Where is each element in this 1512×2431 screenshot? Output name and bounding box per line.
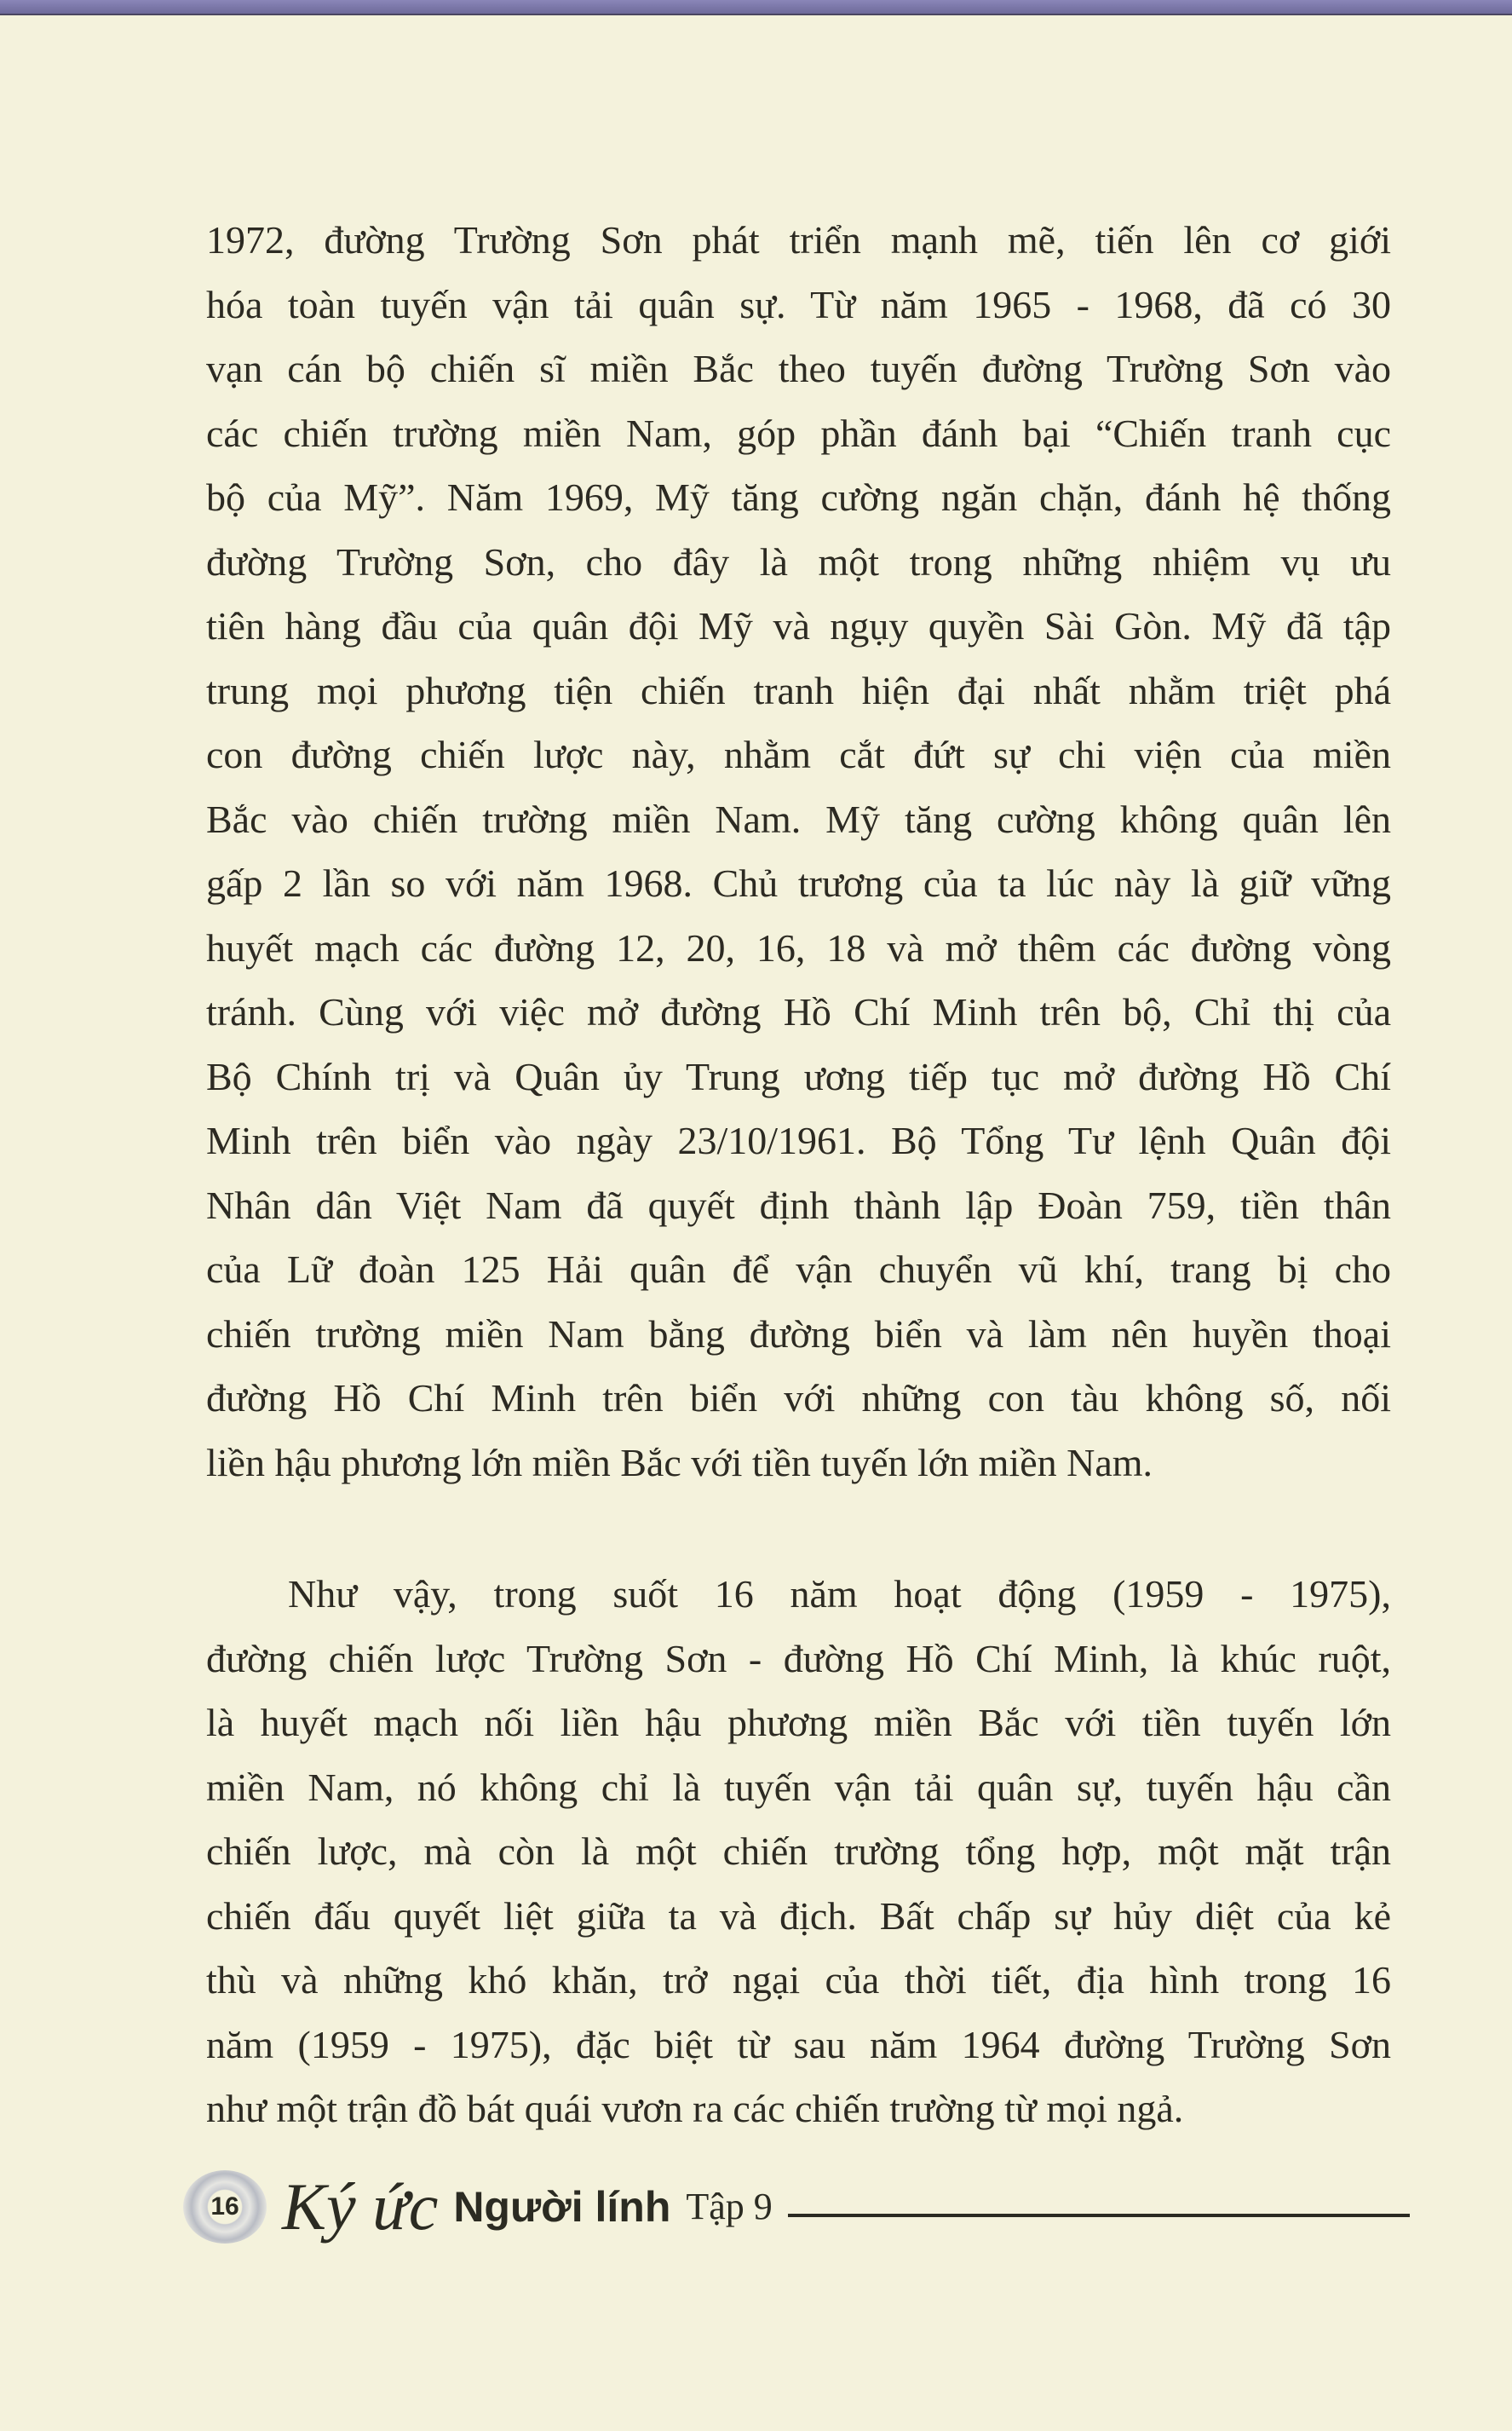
paragraph-1: [206, 208, 1391, 1495]
text-line: là huyết mạch nối liền hậu phương miền Bắc với tiền tuyến lớn: [206, 1701, 1391, 1744]
text-line: Như vậy, trong suốt 16 năm hoạt động (1959 - 1975),: [288, 1572, 1391, 1616]
text-line: miền Nam, nó không chỉ là tuyến vận tải quân sự, tuyến hậu cần: [206, 1765, 1391, 1809]
text-line: trung mọi phương tiện chiến tranh hiện đại nhất nhằm triệt phá: [206, 668, 1391, 712]
text-line: bộ của Mỹ”. Năm 1969, Mỹ tăng cường ngăn chặn, đánh hệ thống: [206, 475, 1391, 519]
text-line: thù và những khó khăn, trở ngại của thời tiết, địa hình trong 16: [206, 1958, 1391, 2002]
text-line: Nhân dân Việt Nam đã quyết định thành lập Đoàn 759, tiền thân: [206, 1183, 1391, 1227]
text-line: hóa toàn tuyến vận tải quân sự. Từ năm 1965 - 1968, đã có 30: [206, 282, 1391, 326]
text-line: Bắc vào chiến trường miền Nam. Mỹ tăng cường không quân lên: [206, 797, 1391, 841]
text-line: của Lữ đoàn 125 Hải quân để vận chuyển vũ khí, trang bị cho: [206, 1247, 1391, 1291]
volume-label: Tập 9: [686, 2186, 773, 2227]
text-line: gấp 2 lần so với năm 1968. Chủ trương của ta lúc này là giữ vững: [206, 861, 1391, 905]
text-line: huyết mạch các đường 12, 20, 16, 18 và mở thêm các đường vòng: [206, 925, 1391, 970]
text-line: như một trận đồ bát quái vươn ra các chiến trường từ mọi ngả.: [206, 2087, 1184, 2130]
text-line: vạn cán bộ chiến sĩ miền Bắc theo tuyến đường Trường Sơn vào: [206, 347, 1391, 390]
paragraph-2: [206, 1562, 1391, 2141]
text-line: đường Hồ Chí Minh trên biển với những con tàu không số, nối: [206, 1376, 1391, 1420]
book-title-script: Ký ức: [282, 2169, 439, 2244]
page-number-badge: [183, 2170, 267, 2244]
book-title-bold: Người lính: [453, 2183, 671, 2231]
text-line: Bộ Chính trị và Quân ủy Trung ương tiếp tục mở đường Hồ Chí: [206, 1054, 1391, 1098]
page-top-edge: [0, 0, 1512, 15]
text-line: đường Trường Sơn, cho đây là một trong những nhiệm vụ ưu: [206, 539, 1391, 584]
text-line: chiến đấu quyết liệt giữa ta và địch. Bất chấp sự hủy diệt của kẻ: [206, 1893, 1391, 1938]
page-footer: [183, 2160, 1410, 2254]
text-line: liền hậu phương lớn miền Bắc với tiền tuyến lớn miền Nam.: [206, 1440, 1153, 1484]
text-line: chiến trường miền Nam bằng đường biển và làm nên huyền thoại: [206, 1311, 1391, 1356]
text-line: 1972, đường Trường Sơn phát triển mạnh mẽ, tiến lên cơ giới: [206, 218, 1391, 262]
text-line: năm (1959 - 1975), đặc biệt từ sau năm 1964 đường Trường Sơn: [206, 2022, 1391, 2066]
text-line: tránh. Cùng với việc mở đường Hồ Chí Minh trên bộ, Chỉ thị của: [206, 990, 1391, 1034]
text-line: con đường chiến lược này, nhằm cắt đứt sự chi viện của miền: [206, 733, 1391, 776]
text-line: Minh trên biển vào ngày 23/10/1961. Bộ Tổng Tư lệnh Quân đội: [206, 1119, 1391, 1162]
page-number: 16: [210, 2192, 239, 2221]
text-line: các chiến trường miền Nam, góp phần đánh bại “Chiến tranh cục: [206, 411, 1391, 455]
text-line: tiên hàng đầu của quân đội Mỹ và ngụy quyền Sài Gòn. Mỹ đã tập: [206, 604, 1391, 648]
footer-rule: [788, 2214, 1410, 2217]
text-line: đường chiến lược Trường Sơn - đường Hồ Chí Minh, là khúc ruột,: [206, 1636, 1391, 1680]
text-line: chiến lược, mà còn là một chiến trường tổng hợp, một mặt trận: [206, 1829, 1391, 1873]
